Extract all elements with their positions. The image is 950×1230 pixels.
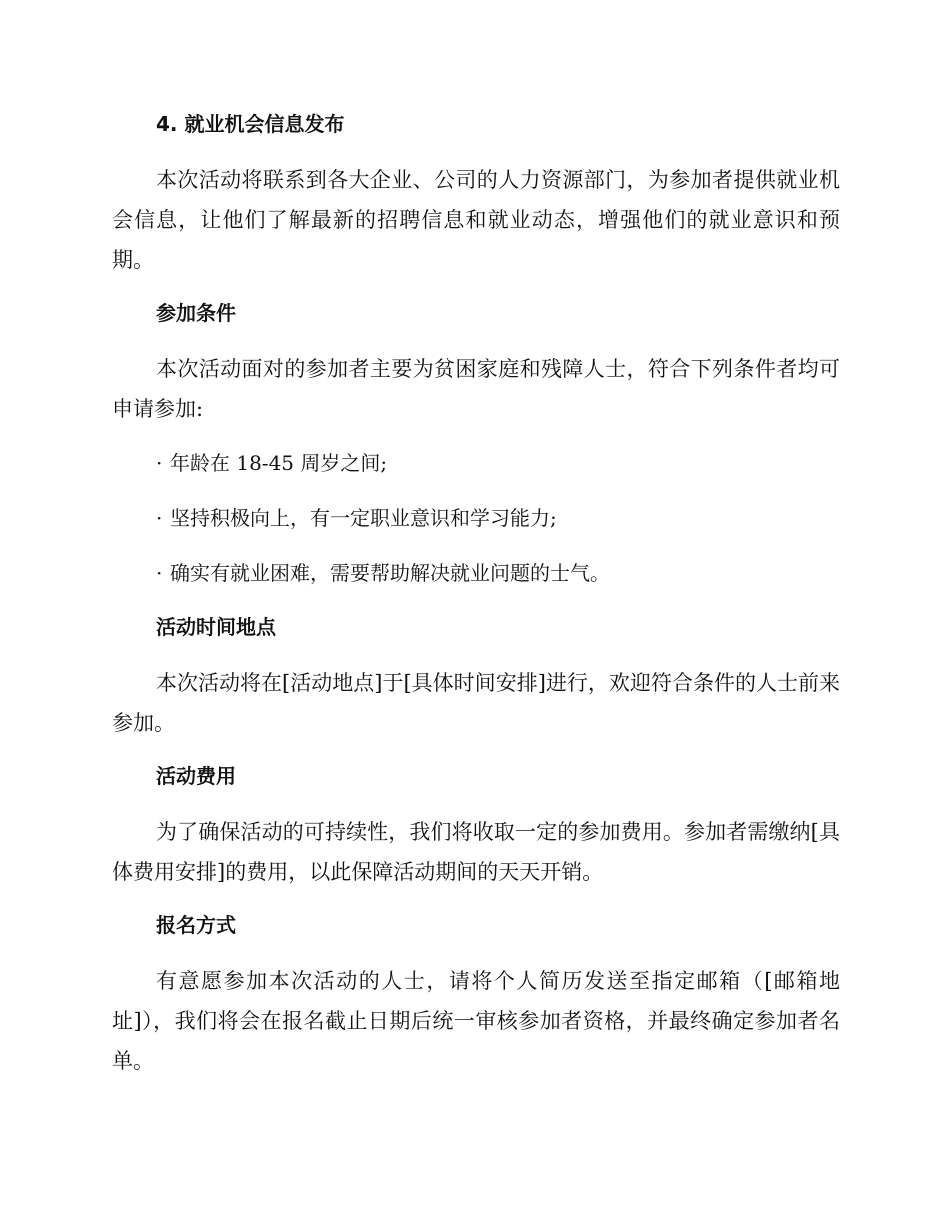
bullet-symbol: · [156, 451, 163, 475]
section-heading-fees: 活动费用 [156, 764, 236, 788]
section-paragraph-fees: 为了确保活动的可持续性，我们将收取一定的参加费用。参加者需缴纳[具体费用安排]的费用，以此保障活动期间的天天开销。 [112, 820, 840, 884]
bullet-symbol: · [156, 506, 163, 530]
section-heading-eligibility: 参加条件 [156, 301, 236, 325]
bullet-symbol: · [156, 561, 163, 585]
section-heading-time-place: 活动时间地点 [156, 615, 276, 639]
list-item-text: 确实有就业困难，需要帮助解决就业问题的士气。 [170, 561, 610, 585]
list-item-text: 年龄在 18-45 周岁之间; [170, 451, 388, 475]
list-item [112, 501, 840, 535]
section-paragraph-registration: 有意愿参加本次活动的人士，请将个人简历发送至指定邮箱（[邮箱地址]），我们将会在报名截止日期后统一审核参加者资格，并最终确定参加者名单。 [112, 969, 840, 1073]
list-item [112, 556, 840, 590]
section-heading-job-info: 4. 就业机会信息发布 [156, 112, 345, 136]
list-item-text: 坚持积极向上，有一定职业意识和学习能力; [170, 506, 557, 530]
section-paragraph-job-info: 本次活动将联系到各大企业、公司的人力资源部门，为参加者提供就业机会信息，让他们了解最新的招聘信息和就业动态，增强他们的就业意识和预期。 [112, 168, 840, 272]
list-item [112, 446, 840, 480]
section-paragraph-eligibility: 本次活动面对的参加者主要为贫困家庭和残障人士，符合下列条件者均可申请参加: [112, 357, 840, 421]
section-heading-registration: 报名方式 [156, 913, 236, 937]
document-body [112, 108, 840, 1098]
section-paragraph-time-place: 本次活动将在[活动地点]于[具体时间安排]进行，欢迎符合条件的人士前来参加。 [112, 671, 840, 735]
